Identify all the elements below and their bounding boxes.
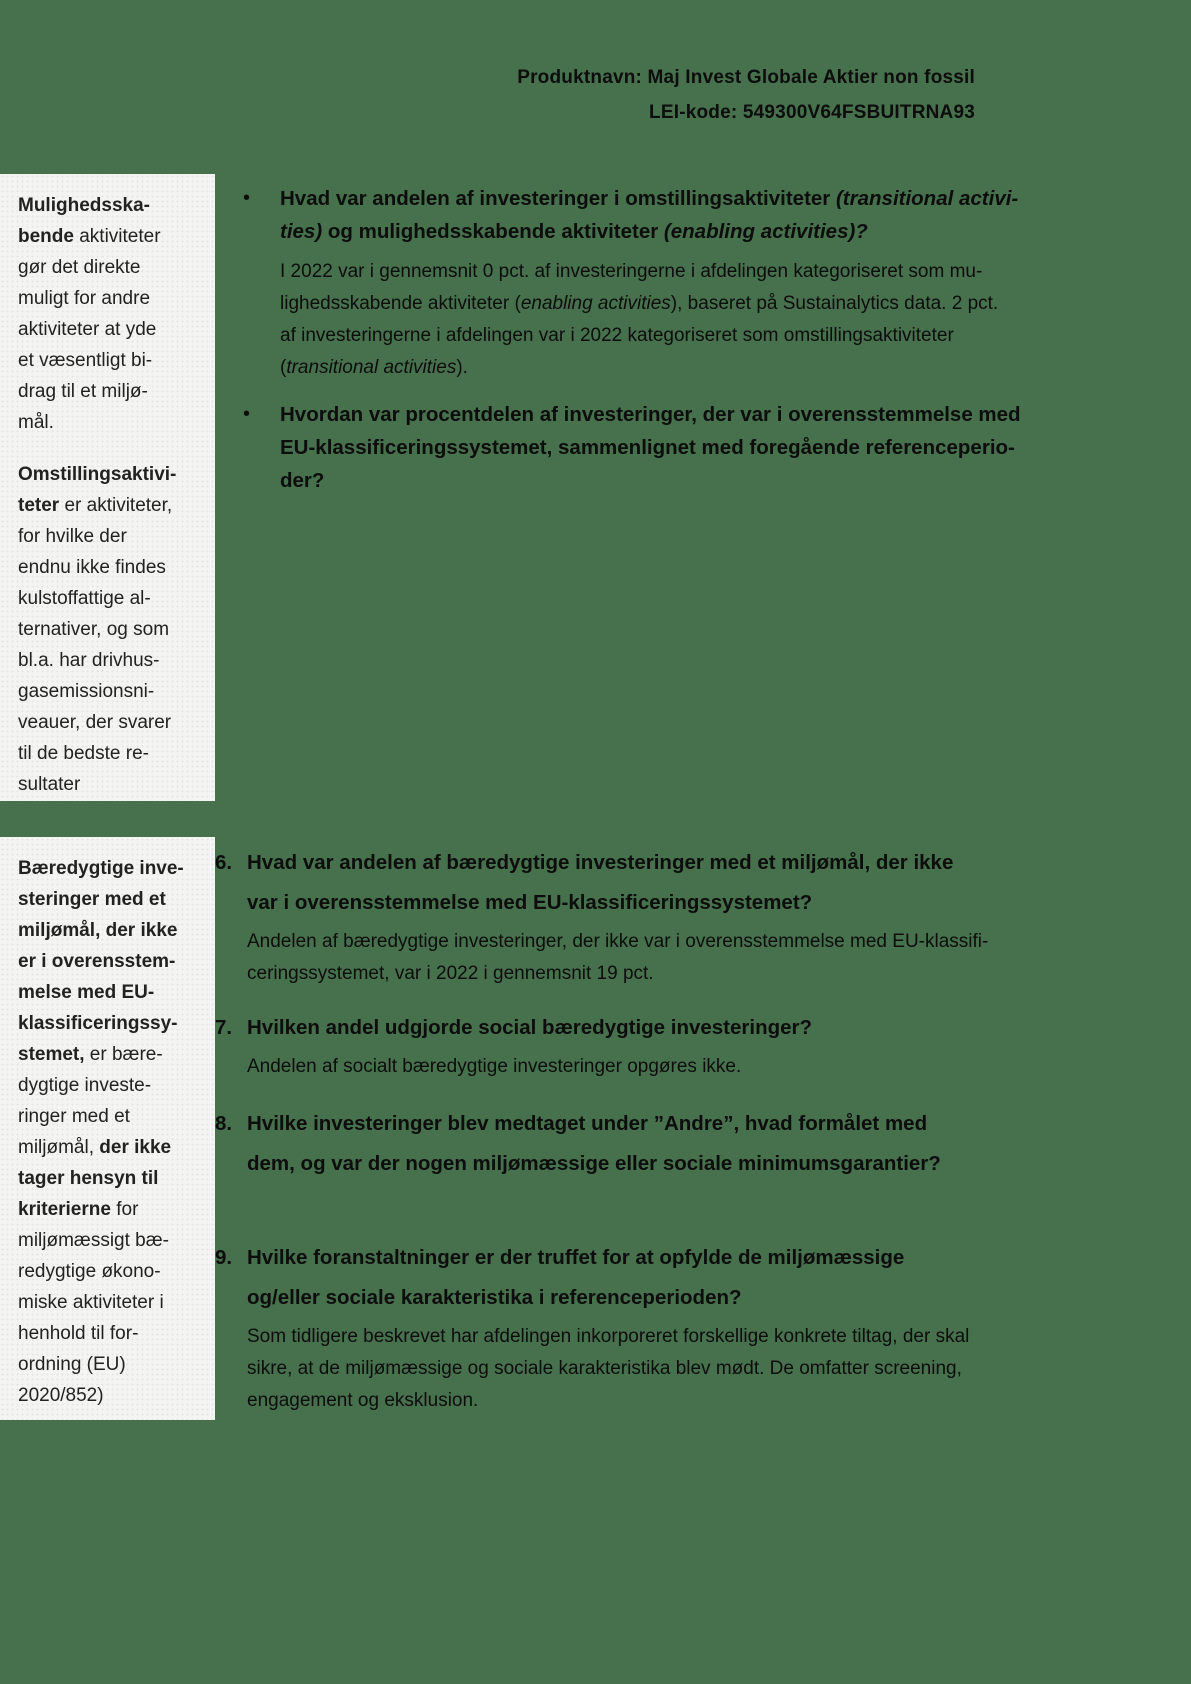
definition-enabling-activities: Mulighedsska- bende aktiviteter gør det direkte muligt for andre aktiviteter at yde et væsentligt bi- drag til et miljø- mål. <box>18 195 161 433</box>
definition-transitional-activities: Omstillingsaktivi- teter er aktiviteter, for hvilke der endnu ikke findes kulstoffattige al- ternativer, og som bl.a. har drivhus- gasemissionsni- veauer, der svarer til de bedste re- sultater <box>18 464 177 795</box>
document-header <box>517 60 975 130</box>
question-number: 6. <box>215 851 233 874</box>
bullet-icon: • <box>243 187 251 209</box>
bullet-item-transitional-share <box>215 182 1045 384</box>
lei-code: LEI-kode: 549300V64FSBUITRNA93 <box>649 102 975 123</box>
definition-box-enabling-transitional <box>0 174 215 801</box>
question-heading: Hvilke foranstaltninger er der truffet for at opfylde de miljømæssige og/eller sociale karakteristika i referenceperioden? <box>247 1246 905 1309</box>
question-heading: Hvilke investeringer blev medtaget under ”Andre”, hvad formålet med dem, og var der nogen miljømæssige eller sociale minimumsgarantier? <box>247 1112 941 1175</box>
question-answer: Andelen af socialt bæredygtige investeringer opgøres ikke. <box>247 1056 742 1077</box>
bullet-question: Hvordan var procentdelen af investeringer, der var i overensstemmelse med EU-klassificeringssystemet, sammenlignet med foregående referenceperio- der? <box>280 403 1021 492</box>
question-7 <box>215 1008 1045 1083</box>
question-answer: Som tidligere beskrevet har afdelingen inkorporeret forskellige konkrete tiltag, der skal sikre, at de miljømæssige og sociale karakteristika blev mødt. De omfatter screening, engagement og eksklusion. <box>247 1326 970 1411</box>
product-name: Produktnavn: Maj Invest Globale Aktier non fossil <box>517 67 975 88</box>
definition-box-sustainable-investments <box>0 837 215 1420</box>
question-6 <box>215 843 1045 990</box>
bullet-item-taxonomy-comparison <box>215 398 1045 497</box>
question-heading: Hvad var andelen af bæredygtige investeringer med et miljømål, der ikke var i overensstemmelse med EU-klassificeringssystemet? <box>247 851 954 914</box>
question-number: 8. <box>215 1112 233 1135</box>
question-8 <box>215 1104 1045 1184</box>
question-answer: Andelen af bæredygtige investeringer, der ikke var i overensstemmelse med EU-klassifi- ceringssystemet, var i 2022 i gennemsnit 19 pct. <box>247 931 989 984</box>
question-number: 7. <box>215 1016 233 1039</box>
question-number: 9. <box>215 1246 233 1269</box>
bullet-question: Hvad var andelen af investeringer i omstillingsaktiviteter (transitional activi- ties) og mulighedsskabende aktiviteter (enabling activities)? <box>280 187 1019 243</box>
question-heading: Hvilken andel udgjorde social bæredygtige investeringer? <box>247 1016 813 1039</box>
definition-sustainable-investments: Bæredygtige inve- steringer med et miljømål, der ikke er i overensstem- melse med EU- klassificeringssy- stemet, er bære- dygtige investe- ringer med et miljømål, der ikke tager hensyn til kriterierne for miljømæssigt bæ- redygtige økono- miske aktiviteter i henhold til for- ordning (EU) 2020/852) <box>18 858 184 1406</box>
bullet-answer: I 2022 var i gennemsnit 0 pct. af investeringerne i afdelingen kategoriseret som mu- lighedsskabende aktiviteter (enabling activities), baseret på Sustainalytics data. 2 pct. af investeringerne i afdelingen var i 2022 kategoriseret som omstillingsaktiviteter (transitional activities). <box>280 261 999 378</box>
bullet-icon: • <box>243 403 251 425</box>
question-9 <box>215 1238 1045 1417</box>
